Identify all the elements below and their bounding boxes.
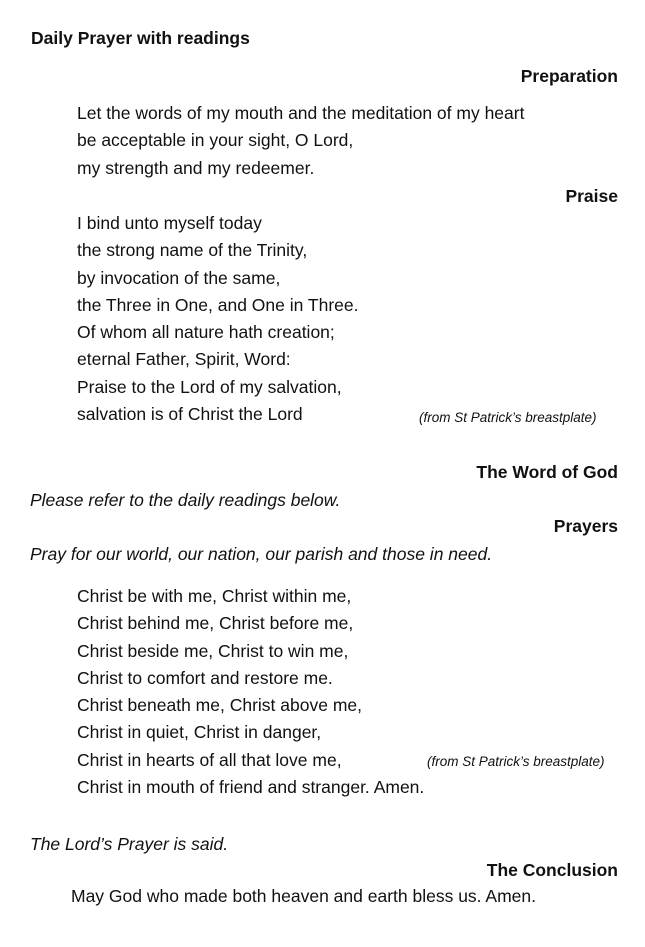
verse-line: Christ in hearts of all that love me, — [77, 749, 342, 770]
verse-line: Christ beside me, Christ to win me, — [77, 640, 349, 661]
preparation-text — [77, 100, 524, 182]
verse-line: Of whom all nature hath creation; — [77, 322, 335, 343]
verse-line: be acceptable in your sight, O Lord, — [77, 130, 354, 151]
lords-prayer-instruction: The Lord’s Prayer is said. — [30, 834, 229, 854]
verse-line: salvation is of Christ the Lord — [77, 404, 303, 425]
verse-line: my strength and my redeemer. — [77, 157, 315, 178]
verse-line: Christ beneath me, Christ above me, — [77, 695, 362, 716]
verse-line: Christ to comfort and restore me. — [77, 667, 333, 688]
verse-line: Christ behind me, Christ before me, — [77, 613, 354, 634]
page-title: Daily Prayer with readings — [31, 28, 250, 48]
verse-line: eternal Father, Spirit, Word: — [77, 349, 291, 370]
conclusion-blessing: May God who made both heaven and earth bless us. Amen. — [71, 886, 537, 906]
prayers-instruction: Pray for our world, our nation, our parish and those in need. — [30, 544, 493, 564]
verse-line: Let the words of my mouth and the meditation of my heart — [77, 103, 525, 123]
section-heading-preparation: Preparation — [520, 66, 618, 86]
verse-line: by invocation of the same, — [77, 267, 281, 288]
section-heading-praise: Praise — [565, 186, 618, 206]
praise-credit: (from St Patrick’s breastplate) — [419, 410, 597, 425]
verse-line: Praise to the Lord of my salvation, — [77, 376, 342, 397]
verse-line: Christ be with me, Christ within me, — [77, 586, 352, 606]
prayers-credit: (from St Patrick’s breastplate) — [427, 754, 605, 769]
verse-line: Christ in quiet, Christ in danger, — [77, 722, 322, 743]
readings-instruction: Please refer to the daily readings below. — [30, 490, 341, 510]
verse-line: the strong name of the Trinity, — [77, 240, 308, 261]
verse-line: I bind unto myself today — [77, 213, 262, 233]
praise-verse — [77, 210, 358, 428]
section-heading-word-of-god: The Word of God — [476, 462, 618, 482]
verse-line: Christ in mouth of friend and stranger. Amen. — [77, 777, 425, 798]
verse-line: the Three in One, and One in Three. — [77, 294, 359, 315]
prayers-verse — [77, 583, 424, 801]
section-heading-conclusion: The Conclusion — [486, 860, 618, 880]
section-heading-prayers: Prayers — [553, 516, 618, 536]
